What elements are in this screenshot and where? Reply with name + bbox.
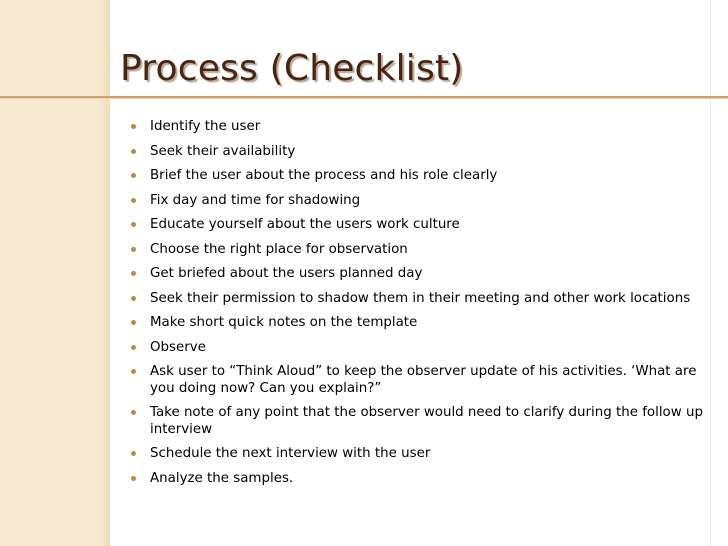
bullet-text: Fix day and time for shadowing bbox=[150, 192, 361, 208]
bullet-dot-icon bbox=[131, 296, 136, 301]
bullet-item bbox=[130, 144, 705, 161]
bullet-dot-icon bbox=[131, 410, 136, 415]
bullet-dot-icon bbox=[131, 247, 136, 252]
bullet-item bbox=[130, 168, 705, 185]
bullet-item bbox=[130, 266, 705, 283]
slide-title: Process (Checklist) bbox=[120, 48, 464, 89]
bullet-item bbox=[130, 364, 705, 397]
bullet-item bbox=[130, 217, 705, 234]
bullet-text: Schedule the next interview with the user bbox=[150, 446, 431, 462]
bullet-dot-icon bbox=[131, 222, 136, 227]
bullet-text: Educate yourself about the users work culture bbox=[150, 217, 460, 232]
bullet-text: Identify the user bbox=[150, 119, 261, 134]
bullet-item bbox=[130, 471, 705, 488]
bullet-text: Seek their availability bbox=[150, 143, 296, 159]
bullet-dot-icon bbox=[131, 198, 136, 203]
left-decorative-band bbox=[0, 0, 110, 546]
bullet-item bbox=[130, 291, 705, 308]
bullet-dot-icon bbox=[131, 173, 136, 178]
title-underline-shadow bbox=[0, 98, 728, 99]
bullet-text: Get briefed about the users planned day bbox=[150, 266, 423, 281]
bullet-dot-icon bbox=[131, 271, 136, 276]
bullet-item bbox=[130, 119, 705, 136]
checklist-bullets bbox=[130, 119, 705, 495]
bullet-text: Brief the user about the process and his role clearly bbox=[150, 168, 498, 183]
bullet-text: Make short quick notes on the template bbox=[150, 315, 418, 330]
right-margin-line bbox=[710, 0, 711, 546]
bullet-dot-icon bbox=[131, 476, 136, 481]
bullet-item bbox=[130, 242, 705, 259]
bullet-dot-icon bbox=[131, 124, 136, 129]
bullet-dot-icon bbox=[131, 320, 136, 325]
bullet-item bbox=[130, 193, 705, 210]
bullet-text: Seek their permission to shadow them in their meeting and other work locations bbox=[150, 290, 691, 306]
bullet-text: Choose the right place for observation bbox=[150, 241, 408, 257]
bullet-dot-icon bbox=[131, 451, 136, 456]
left-band-shade bbox=[98, 0, 110, 546]
bullet-dot-icon bbox=[131, 149, 136, 154]
bullet-text: Analyze the samples. bbox=[150, 470, 294, 486]
bullet-text: Take note of any point that the observer would need to clarify during the follow up interview bbox=[150, 405, 703, 437]
bullet-text: Observe bbox=[150, 339, 206, 355]
bullet-item bbox=[130, 446, 705, 463]
bullet-item bbox=[130, 315, 705, 332]
bullet-item bbox=[130, 405, 705, 438]
bullet-item bbox=[130, 340, 705, 357]
bullet-text: Ask user to “Think Aloud” to keep the observer update of his activities. ‘What are you doing now? Can you explain?” bbox=[150, 364, 697, 396]
bullet-dot-icon bbox=[131, 345, 136, 350]
bullet-dot-icon bbox=[131, 369, 136, 374]
